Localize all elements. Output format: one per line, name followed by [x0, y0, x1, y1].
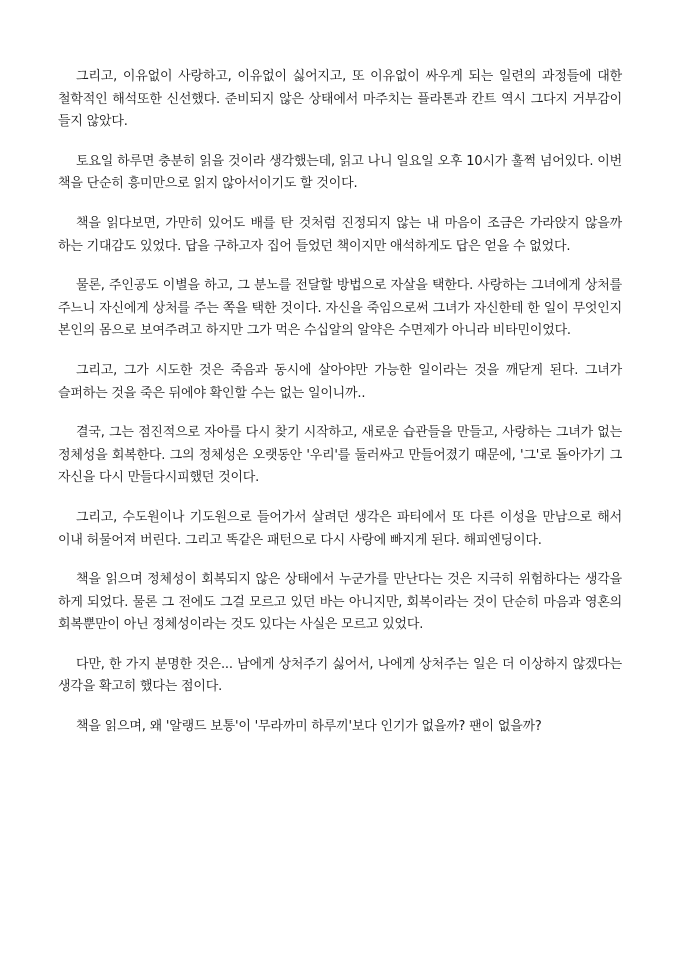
document-body — [58, 66, 622, 756]
paragraph-5: 그리고, 그가 시도한 것은 죽음과 동시에 살아야만 가능한 일이라는 것을 깨닫게 된다. 그녀가 슬퍼하는 것을 죽은 뒤에야 확인할 수는 없는 일이니까.. — [58, 362, 622, 401]
paragraph-10: 책을 읽으며, 왜 '알랭드 보통'이 '무라까미 하루끼'보다 인기가 없을까? 팬이 없을까? — [76, 719, 542, 735]
paragraph-3: 책을 읽다보면, 가만히 있어도 배를 탄 것처럼 진정되지 않는 내 마음이 조금은 가라앉지 않을까 하는 기대감도 있었다. 답을 구하고자 집어 들었던 책이지만 애석하게도 답은 얻을 수 없었다. — [58, 215, 622, 254]
paragraph-9: 다만, 한 가지 분명한 것은... 남에게 상처주기 싫어서, 나에게 상처주는 일은 더 이상하지 않겠다는 생각을 확고히 했다는 점이다. — [58, 656, 622, 695]
paragraph-4: 물론, 주인공도 이별을 하고, 그 분노를 전달할 방법으로 자살을 택한다. 사랑하는 그녀에게 상처를 주느니 자신에게 상처를 주는 쪽을 택한 것이다. 자신을 죽임으로써 그녀가 자신한테 한 일이 무엇인지 본인의 몸으로 보여주려고 하지만 그가 먹은 수십알의 알약은 수면제가 아니라 비타민이었다. — [58, 278, 622, 339]
paragraph-6: 결국, 그는 점진적으로 자아를 다시 찾기 시작하고, 새로운 습관들을 만들고, 사랑하는 그녀가 없는 정체성을 회복한다. 그의 정체성은 오랫동안 '우리'를 둘러싸고 만들어졌기 때문에, '그'로 돌아가기 그 자신을 다시 만들다시피했던 것이다. — [58, 425, 622, 486]
paragraph-7: 그리고, 수도원이나 기도원으로 들어가서 살려던 생각은 파티에서 또 다른 이성을 만남으로 해서 이내 허물어져 버린다. 그리고 똑같은 패턴으로 다시 사랑에 빠지게 된다. 해피엔딩이다. — [58, 509, 622, 548]
paragraph-8: 책을 읽으며 정체성이 회복되지 않은 상태에서 누군가를 만난다는 것은 지극히 위험하다는 생각을 하게 되었다. 물론 그 전에도 그걸 모르고 있던 바는 아니지만, 회복이라는 것이 단순히 마음과 영혼의 회복뿐만이 아닌 정체성이라는 것도 있다는 사실은 모르고 있었다. — [58, 572, 622, 633]
paragraph-2: 토요일 하루면 충분히 읽을 것이라 생각했는데, 읽고 나니 일요일 오후 10시가 훌쩍 넘어있다. 이번 책을 단순히 흥미만으로 읽지 않아서이기도 할 것이다. — [58, 153, 622, 192]
paragraph-1: 그리고, 이유없이 사랑하고, 이유없이 싫어지고, 또 이유없이 싸우게 되는 일련의 과정들에 대한 철학적인 해석또한 신선했다. 준비되지 않은 상태에서 마주치는 플라톤과 칸트 역시 그다지 거부감이 들지 않았다. — [58, 69, 622, 130]
